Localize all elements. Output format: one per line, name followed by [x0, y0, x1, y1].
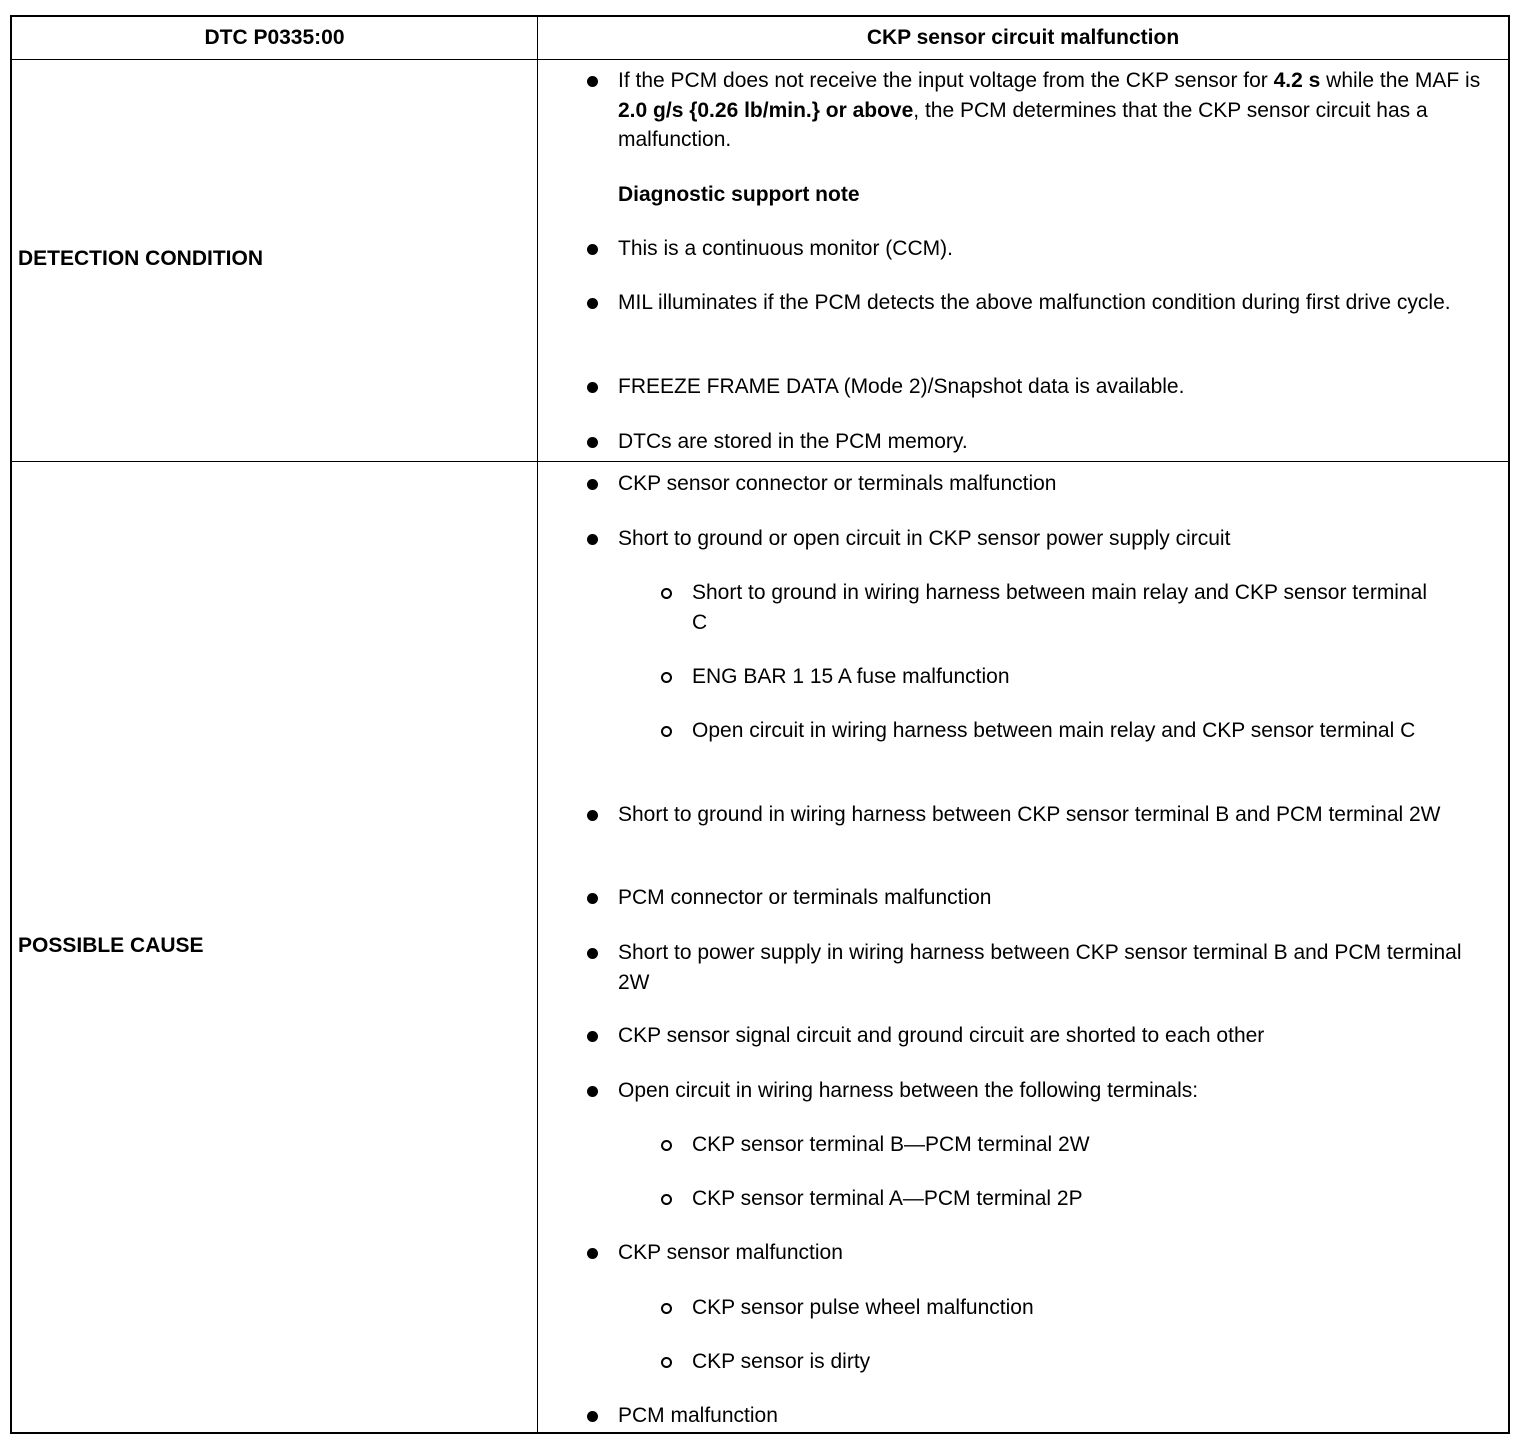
cause-item: CKP sensor malfunction — [618, 1241, 843, 1264]
detection-condition-row — [12, 60, 1508, 462]
cause-item: Short to ground in wiring harness between CKP sensor terminal B and PCM terminal 2W — [618, 803, 1441, 826]
sub-bullet-icon — [661, 1303, 672, 1314]
note-item: FREEZE FRAME DATA (Mode 2)/Snapshot data is available. — [618, 375, 1185, 398]
dtc-title-header: CKP sensor circuit malfunction — [866, 26, 1180, 49]
cause-item: Open circuit in wiring harness between the following terminals: — [618, 1079, 1199, 1102]
cause-item: Short to power supply in wiring harness between CKP sensor terminal B and PCM terminal 2W — [618, 941, 1462, 994]
sub-bullet-icon — [661, 726, 672, 737]
cause-subitem: ENG BAR 1 15 A fuse malfunction — [692, 665, 1010, 688]
cause-subitem: Open circuit in wiring harness between main relay and CKP sensor terminal C — [692, 719, 1416, 742]
sub-bullet-icon — [661, 1194, 672, 1205]
bullet-icon — [587, 244, 598, 255]
possible-cause-content — [538, 462, 1508, 1432]
dtc-code-header: DTC P0335:00 — [204, 26, 345, 49]
bullet-icon — [587, 1411, 598, 1422]
dtc-table — [10, 15, 1510, 1434]
bullet-icon — [587, 1248, 598, 1259]
sub-bullet-icon — [661, 1140, 672, 1151]
bullet-icon — [587, 298, 598, 309]
bullet-icon — [587, 1086, 598, 1097]
bullet-icon — [587, 948, 598, 959]
sub-bullet-icon — [661, 588, 672, 599]
bullet-icon — [587, 810, 598, 821]
note-item: This is a continuous monitor (CCM). — [618, 237, 953, 260]
bullet-icon — [587, 893, 598, 904]
sub-bullet-icon — [661, 1357, 672, 1368]
note-item: DTCs are stored in the PCM memory. — [618, 430, 968, 453]
cause-subitem: Short to ground in wiring harness between main relay and CKP sensor terminal C — [692, 581, 1427, 634]
detection-condition-label: DETECTION CONDITION — [18, 247, 263, 270]
detection-condition-content — [538, 60, 1508, 461]
table-header-row — [12, 17, 1508, 60]
cause-item: PCM malfunction — [618, 1404, 778, 1427]
bullet-icon — [587, 382, 598, 393]
cause-item: Short to ground or open circuit in CKP sensor power supply circuit — [618, 527, 1231, 550]
cause-item: PCM connector or terminals malfunction — [618, 886, 992, 909]
note-item: MIL illuminates if the PCM detects the above malfunction condition during first drive cycle. — [618, 291, 1451, 314]
possible-cause-row — [12, 462, 1508, 1432]
bullet-icon — [587, 534, 598, 545]
detection-item: If the PCM does not receive the input voltage from the CKP sensor for 4.2 s while the MAF is 2.0 g/s {0.26 lb/min.} or above, the PCM determines that the CKP sensor circuit has a malfunction. — [618, 69, 1481, 151]
diagnostic-note-heading: Diagnostic support note — [618, 183, 860, 206]
possible-cause-label: POSSIBLE CAUSE — [18, 934, 204, 957]
cause-item: CKP sensor connector or terminals malfunction — [618, 472, 1057, 495]
cause-subitem: CKP sensor terminal B—PCM terminal 2W — [692, 1133, 1090, 1156]
bullet-icon — [587, 76, 598, 87]
cause-item: CKP sensor signal circuit and ground circuit are shorted to each other — [618, 1024, 1265, 1047]
bullet-icon — [587, 437, 598, 448]
cause-subitem: CKP sensor terminal A—PCM terminal 2P — [692, 1187, 1083, 1210]
bullet-icon — [587, 479, 598, 490]
cause-subitem: CKP sensor pulse wheel malfunction — [692, 1296, 1034, 1319]
sub-bullet-icon — [661, 672, 672, 683]
cause-subitem: CKP sensor is dirty — [692, 1350, 871, 1373]
bullet-icon — [587, 1031, 598, 1042]
